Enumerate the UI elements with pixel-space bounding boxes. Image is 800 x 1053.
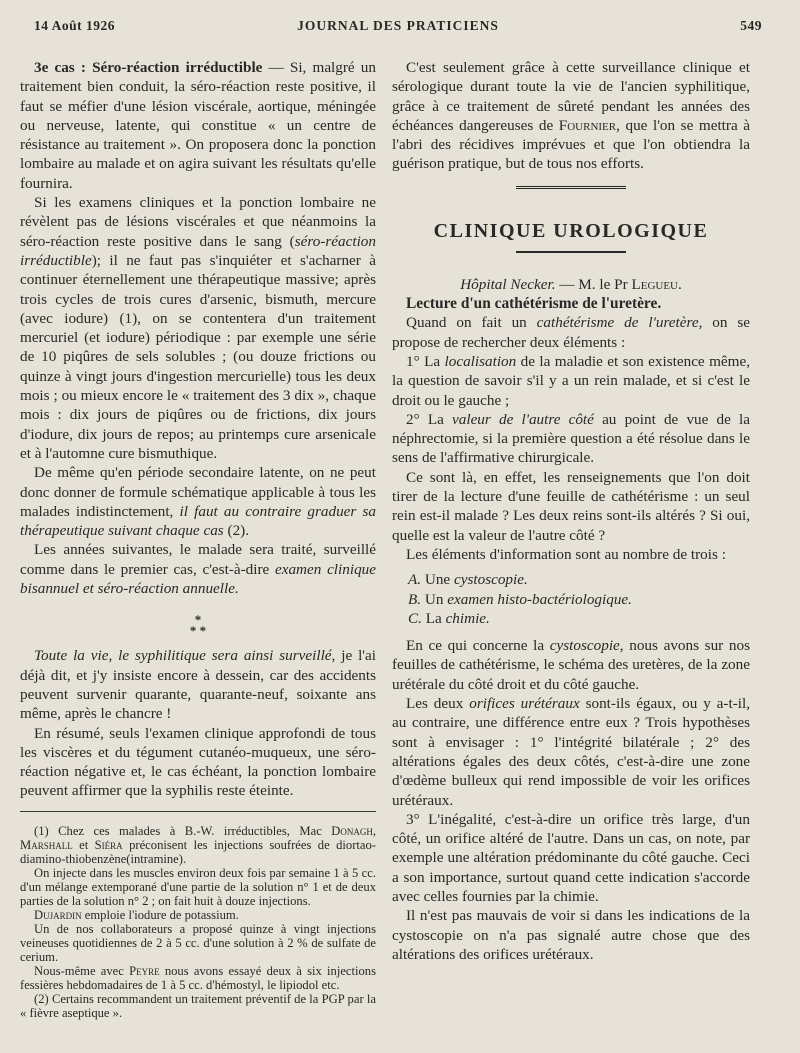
paragraph-summary: En résumé, seuls l'examen clinique approfondi de tous les viscères et du tégument cutanéo-muqueux, une séro-réaction négative et, le cas échéant, la ponction lombaire peuvent affirmer que la syphilis reste éteinte.	[20, 724, 376, 800]
lecture-heading: Lecture d'un cathétérisme de l'uretère.	[406, 295, 662, 313]
right-column	[392, 58, 750, 964]
paragraph-cystoscopy: En ce qui concerne la cystoscopie, nous avons sur nos feuilles de cathétérisme, le schéma des uretères, de la zone urétérale du côté droit et du côté gauche.	[392, 637, 750, 693]
hospital-line: Hôpital Necker. — M. le Pr Legueu.	[460, 275, 682, 293]
paragraph-three-elements: Les éléments d'information sont au nombre de trois :	[406, 545, 726, 563]
footnotes	[20, 824, 376, 1020]
footnote-rule	[20, 811, 376, 812]
section-asterism: * * *	[189, 612, 207, 639]
paragraph-indications: Il n'est pas mauvais de voir si dans les indications de la cystoscopie on n'a pas signalé autre chose que des altérations des orifices urétéraux.	[392, 907, 750, 963]
paragraph-inequality: 3° L'inégalité, c'est-à-dire un orifice très large, d'un côté, un orifice altéré de l'autre. Dans un cas, on note, par exemple une altération prédominante du côté gauche. Ceci a son importance, surtout quand cette indication s'accorde avec celles fournies par la chimie.	[392, 810, 750, 905]
issue-date: 14 Août 1926	[34, 18, 116, 33]
section-divider	[516, 186, 626, 189]
footnote-peyre: Nous-même avec Peyre nous avons essayé deux à six injections fessières hebdomadaires de 1 à 5 cc. d'hémostyl, le lipiodol etc.	[20, 963, 376, 992]
section-title: CLINIQUE UROLOGIQUE	[433, 219, 709, 242]
list-item: A. Une cystoscopie.	[408, 571, 528, 589]
journal-title: JOURNAL DES PRATICIENS	[297, 18, 499, 33]
paragraph-years: Les années suivantes, le malade sera traité, surveillé comme dans le premier cas, c'est-à-dire examen clinique bisannuel et séro-réaction annuelle.	[20, 541, 376, 598]
paragraph-orifices: Les deux orifices urétéraux sont-ils égaux, ou y a-t-il, au contraire, une différence entre eux ? Trois hypothèses sont à envisager : 1° l'intégrité bilatérale ; 2° des altérations égales des deux côtés, c'est-à-dire une zone d'œdème bulleux qui rend impossible de voir les orifices urétéraux.	[392, 695, 750, 809]
footnote-1: (1) Chez ces malades à B.-W. irréductibles, Mac Donagh, Marshall et Siéra préconisent les injections soufrées de diortao-diamino-thiobenzène(intramine).	[20, 823, 376, 866]
paragraph-exams: Si les examens cliniques et la ponction lombaire ne révèlent pas de lésions viscérales et que néanmoins la séro-réaction reste positive dans le sang (séro-réaction irréductible); il ne faut pas s'inquiéter et s'acharner à continuer éternellement une thérapeutique massive; après trois cycles de trois cures d'arsenic, bismuth, mercure (avec iodure) (1), on se contentera d'un traitement mercuriel (et iodure) périodique : par exemple une série de 10 piqûres de sels solubles ; (ou douze frictions ou quinze à vingt jours d'ingestion mercurielle) tous les deux mois ; ou mieux encore le « traitement des 3 dix », chaque mois : dix jours de piqûres ou de frictions, dix jours d'iodure, dix jours de repos; au printemps cure arsenicale et à l'automne cure bismuthique.	[20, 194, 376, 462]
paragraph-case-3: 3e cas : Séro-réaction irréductible — Si, malgré un traitement bien conduit, la séro-réaction reste positive, il faut se méfier d'une lésion viscérale, aortique, méningée ou nerveuse, latente, qui constitue « un centre de résistance au traitement ». On proposera donc la ponction lombaire au malade et on agira suivant les résultats qu'elle fournira.	[20, 59, 376, 192]
paragraph-information: Ce sont là, en effet, les renseignements que l'on doit tirer de la lecture d'une feuille de cathétérisme : un seul rein est-il malade ? Les deux reins sont-ils altérés ? Si oui, quelle est la valeur de l'autre côté ?	[392, 468, 750, 544]
footnote-injection: On injecte dans les muscles environ deux fois par semaine 1 à 5 cc. d'un mélange extemporané d'une partie de la solution n° 1 et de deux parties de la solution n° 2 ; on fait huit à douze injections.	[20, 865, 376, 908]
title-underline	[516, 251, 626, 253]
footnote-collaborator: Un de nos collaborateurs a proposé quinze à vingt injections veineuses quotidiennes de 2 à 5 cc. d'une solution à 2 % de sulfate de cerium.	[20, 921, 376, 964]
left-column	[20, 58, 376, 1020]
footnote-dujardin: Dujardin emploie l'iodure de potassium.	[34, 907, 239, 922]
running-head	[34, 18, 762, 38]
list-item: C. La chimie.	[408, 609, 490, 627]
page-number: 549	[740, 18, 762, 33]
paragraph-catheterism: Quand on fait un cathétérisme de l'uretère, on se propose de rechercher deux éléments :	[392, 314, 751, 351]
footnote-2: (2) Certains recommandent un traitement préventif de la PGP par la « fièvre aseptique ».	[20, 991, 376, 1020]
paragraph-lifelong: Toute la vie, le syphilitique sera ainsi surveillé, je l'ai déjà dit, et j'y insiste encore à dessein, car des accidents peuvent survenir quarante, quarante-neuf, soixante ans même, après le chancre !	[20, 647, 376, 723]
element-list	[392, 570, 750, 628]
list-item: B. Un examen histo-bactériologique.	[408, 590, 632, 608]
paragraph-surveillance: C'est seulement grâce à cette surveillance clinique et sérologique durant toute la vie de l'ancien syphilitique, grâce à ce traitement de sûreté pendant les années des échéances dangereuses de Fournier, que l'on se mettra à l'abri des récidives imprévues et que l'on obtiendra la guérison pratique, but de tous nos efforts.	[392, 59, 750, 173]
paragraph-localisation: 1° La localisation de la maladie et son existence même, la question de savoir s'il y a un rein malade, et si c'est le droit ou le gauche ;	[392, 352, 750, 409]
paragraph-latent: De même qu'en période secondaire latente, on ne peut donc donner de formule schématique applicable à tous les malades indistinctement, il faut au contraire graduer sa thérapeutique suivant chaque cas (2).	[20, 464, 376, 540]
case-heading: 3e cas : Séro-réaction irréductible	[34, 59, 263, 76]
paragraph-other-side: 2° La valeur de l'autre côté au point de vue de la néphrectomie, si la première question a été résolue dans le sens de l'affirmative chirurgicale.	[392, 410, 750, 467]
